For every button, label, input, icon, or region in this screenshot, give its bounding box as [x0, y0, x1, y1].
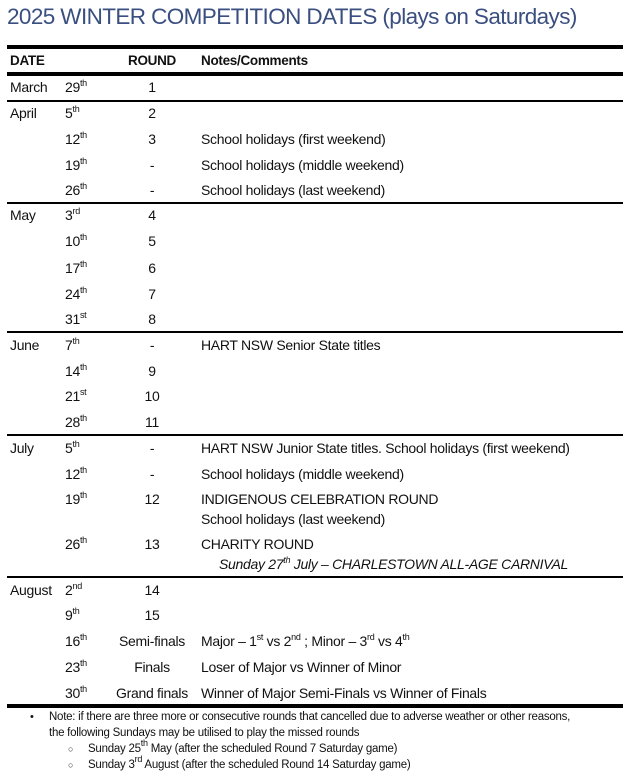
day-suffix: nd [72, 581, 82, 591]
matchup-part: th [402, 632, 410, 642]
day-suffix: th [79, 658, 87, 668]
table-bottom-rule [7, 704, 623, 708]
page-title: 2025 WINTER COMPETITION DATES (plays on Saturdays) [7, 4, 577, 29]
hollow-bullet-icon: ○ [68, 760, 74, 770]
day-suffix: th [79, 130, 87, 140]
month-label: August [10, 582, 52, 598]
matchup-part: rd [367, 632, 375, 642]
day-number: 12 [65, 466, 80, 482]
day-suffix: th [79, 535, 87, 545]
day-number: 16 [65, 633, 80, 649]
date-day [65, 387, 86, 405]
matchup-part: ; Minor – 3 [300, 633, 368, 649]
date-day [65, 465, 87, 483]
day-number: 26 [65, 536, 80, 552]
day-suffix: th [79, 232, 87, 242]
month-label: July [10, 440, 34, 456]
date-day [65, 490, 87, 508]
day-suffix: rd [72, 206, 80, 216]
day-number: 3 [65, 207, 73, 223]
round-value: 1 [148, 79, 156, 95]
day-number: 28 [65, 414, 80, 430]
matchup-part: Major – 1 [201, 633, 257, 649]
table-top-rule [7, 45, 623, 49]
footnote-sub-item: Sunday 25th May (after the scheduled Round 7 Saturday game) [88, 738, 398, 755]
header-notes: Notes/Comments [201, 53, 308, 68]
day-suffix: th [79, 465, 87, 475]
date-day [65, 310, 86, 328]
notes-text: School holidays (first weekend) [201, 131, 386, 147]
day-number: 5 [65, 440, 73, 456]
date-day [65, 606, 79, 624]
day-suffix: st [79, 310, 87, 320]
date-day [65, 285, 87, 303]
day-suffix: th [79, 259, 87, 269]
day-suffix: th [79, 632, 87, 642]
month-divider [7, 202, 623, 204]
round-value: - [149, 466, 155, 482]
notes-text: Loser of Major vs Winner of Minor [201, 659, 402, 675]
matchup-part: vs 2 [263, 633, 292, 649]
footnote-sub-item: Sunday 3rd August (after the scheduled Round 14 Saturday game) [88, 754, 411, 771]
round-value: Semi-finals [119, 633, 185, 649]
day-suffix: th [79, 684, 87, 694]
matchup-part: st [256, 632, 264, 642]
notes-text: HART NSW Senior State titles [201, 337, 381, 353]
date-day [65, 259, 87, 277]
notes-text: School holidays (middle weekend) [201, 157, 404, 173]
matchup-part: vs 4 [374, 633, 403, 649]
round-value: 14 [144, 582, 160, 598]
date-day [65, 78, 87, 96]
round-value: 7 [148, 286, 156, 302]
date-day [65, 413, 87, 431]
day-suffix: th [72, 439, 80, 449]
month-divider [7, 100, 623, 102]
month-divider [7, 576, 623, 578]
bullet-icon: • [30, 711, 34, 723]
footnote-line-2: the following Sundays may be utilised to play the missed rounds [49, 727, 360, 739]
notes-text: School holidays (middle weekend) [201, 466, 404, 482]
day-suffix: th [79, 181, 87, 191]
date-day [65, 658, 87, 676]
carnival-note-part: Sunday 27 [219, 556, 284, 572]
carnival-note-part: July – CHARLESTOWN ALL-AGE CARNIVAL [290, 556, 568, 572]
round-value: 12 [144, 491, 160, 507]
round-value: 13 [144, 536, 160, 552]
round-value: 4 [148, 207, 156, 223]
carnival-note [219, 555, 568, 573]
hollow-bullet-icon: ○ [68, 744, 74, 754]
day-suffix: th [79, 490, 87, 500]
day-suffix: th [79, 413, 87, 423]
month-divider [7, 434, 623, 436]
date-day [65, 632, 87, 650]
month-label: June [10, 337, 40, 353]
header-date: DATE [10, 53, 45, 68]
finals-matchups [201, 632, 409, 650]
round-value: 11 [145, 414, 159, 430]
notes-text: Winner of Major Semi-Finals vs Winner of Finals [201, 685, 487, 701]
day-number: 14 [65, 363, 80, 379]
day-suffix: th [72, 606, 80, 616]
header-bottom-rule [7, 72, 623, 76]
notes-text: INDIGENOUS CELEBRATION ROUND [201, 491, 439, 507]
round-value: - [149, 157, 155, 173]
notes-text: School holidays (last weekend) [201, 182, 385, 198]
day-suffix: th [79, 78, 87, 88]
day-number: 23 [65, 659, 80, 675]
round-value: 15 [144, 607, 160, 623]
day-suffix: th [79, 362, 87, 372]
day-number: 2 [65, 582, 73, 598]
notes-text-secondary: School holidays (last weekend) [201, 511, 385, 527]
day-number: 24 [65, 286, 80, 302]
round-value: Grand finals [116, 685, 188, 701]
round-value: 2 [148, 105, 156, 121]
day-number: 26 [65, 182, 80, 198]
day-number: 30 [65, 685, 80, 701]
date-day [65, 232, 87, 250]
date-day [65, 104, 79, 122]
matchup-part: nd [291, 632, 301, 642]
day-suffix: th [72, 336, 80, 346]
round-value: 9 [148, 363, 156, 379]
round-value: - [149, 182, 155, 198]
header-round: ROUND [128, 53, 176, 68]
date-day [65, 684, 87, 702]
round-value: - [149, 440, 155, 456]
round-value: 6 [148, 260, 156, 276]
day-number: 19 [65, 491, 80, 507]
round-value: 10 [144, 388, 160, 404]
notes-text: HART NSW Junior State titles. School holidays (first weekend) [201, 440, 570, 456]
month-divider [7, 331, 623, 333]
day-number: 19 [65, 157, 80, 173]
day-number: 9 [65, 607, 73, 623]
day-suffix: th [79, 285, 87, 295]
day-suffix: st [79, 387, 87, 397]
day-suffix: th [72, 104, 80, 114]
day-number: 10 [65, 233, 80, 249]
day-number: 31 [65, 311, 80, 327]
day-number: 7 [65, 337, 73, 353]
date-day [65, 439, 79, 457]
round-value: 3 [148, 131, 156, 147]
day-suffix: th [79, 156, 87, 166]
date-day [65, 581, 82, 599]
date-day [65, 362, 87, 380]
footnote-line-1: Note: if there are three more or consecutive rounds that cancelled due to adverse weather or other reasons, [49, 711, 571, 723]
round-value: 8 [148, 311, 156, 327]
day-number: 29 [65, 79, 80, 95]
month-label: May [10, 207, 36, 223]
round-value: Finals [134, 659, 170, 675]
carnival-note-part: th [283, 555, 291, 565]
day-number: 21 [65, 388, 80, 404]
month-label: March [10, 79, 48, 95]
date-day [65, 336, 79, 354]
date-day [65, 206, 80, 224]
date-day [65, 156, 87, 174]
month-label: April [10, 105, 37, 121]
round-value: - [149, 337, 155, 353]
day-number: 5 [65, 105, 73, 121]
notes-text: CHARITY ROUND [201, 536, 314, 552]
date-day [65, 130, 87, 148]
date-day [65, 181, 87, 199]
day-number: 17 [65, 260, 80, 276]
day-number: 12 [65, 131, 80, 147]
round-value: 5 [148, 233, 156, 249]
date-day [65, 535, 87, 553]
